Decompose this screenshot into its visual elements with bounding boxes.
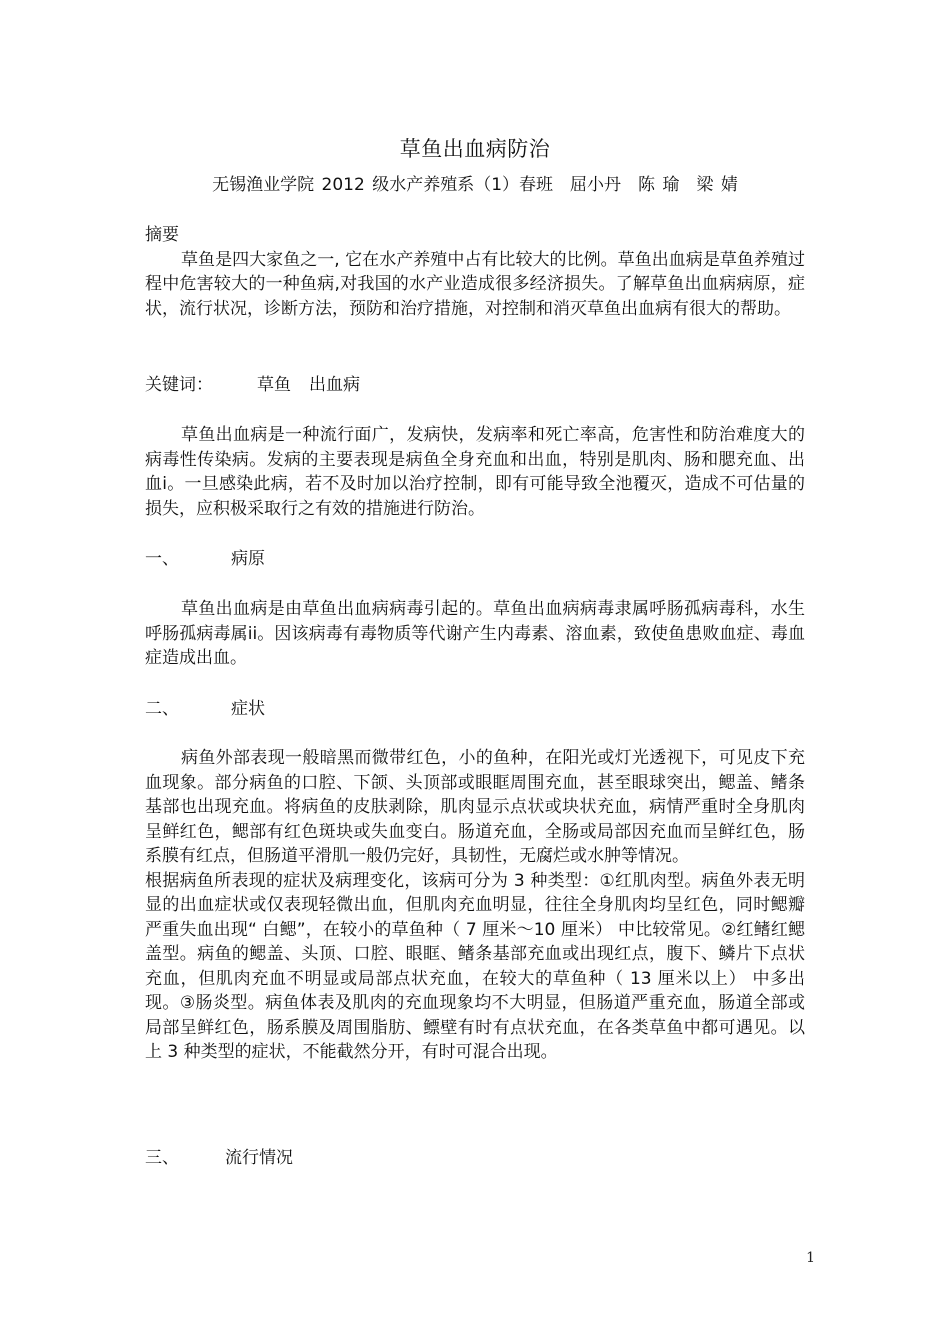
section-number: 二、: [145, 699, 179, 719]
abstract-block: [145, 223, 805, 321]
page-number: 1: [806, 1250, 815, 1266]
abstract-label: 摘要: [145, 225, 179, 245]
section-2-body: [145, 746, 805, 1065]
intro-paragraph: [145, 423, 805, 521]
section-title: 症状: [231, 699, 265, 719]
keyword-item: 草鱼: [257, 375, 291, 395]
author-line: 无锡渔业学院 2012 级水产养殖系（1）春班 屈小丹 陈 瑜 梁 婧: [212, 175, 738, 195]
keywords-line: [145, 373, 805, 398]
section-title: 病原: [231, 549, 265, 569]
section-heading-2: [145, 697, 805, 722]
section-paragraph: 草鱼出血病是由草鱼出血病病毒引起的。草鱼出血病病毒隶属呼肠孤病毒科，水生呼肠孤病毒属ii。因该病毒有毒物质等代谢产生内毒素、溶血素，致使鱼患败血症、毒血症造成出血。: [145, 599, 805, 668]
section-number: 三、: [145, 1148, 179, 1168]
section-heading-3: [145, 1146, 805, 1171]
section-1-body: [145, 597, 805, 671]
section-heading-1: [145, 547, 805, 572]
keywords-label: 关键词：: [145, 375, 213, 395]
section-number: 一、: [145, 549, 179, 569]
section-paragraph: 根据病鱼所表现的症状及病理变化，该病可分为 3 种类型：①红肌肉型。病鱼外表无明显的出血症状或仅表现轻微出血，但肌肉充血明显，往往全身肌肉均呈红色，同时鳃瓣严重失血出现“ 白鳃”，在较小的草鱼种（ 7 厘米～10 厘米） 中比较常见。②红鳍红鳃盖型。病鱼的鳃盖、头顶、口腔、眼眶、鳍条基部充血或出现红点，腹下、鳞片下点状充血，但肌肉充血不明显或局部点状充血，在较大的草鱼种（ 13 厘米以上） 中多出现。③肠炎型。病鱼体表及肌肉的充血现象均不大明显，但肠道严重充血，肠道全部或局部呈鲜红色，肠系膜及周围脂肪、鳔壁有时有点状充血，在各类草鱼中都可遇见。以上 3 种类型的症状，不能截然分开，有时可混合出现。: [145, 870, 805, 1062]
intro-text: 草鱼出血病是一种流行面广，发病快，发病率和死亡率高，危害性和防治难度大的病毒性传染病。发病的主要表现是病鱼全身充血和出血，特别是肌肉、肠和腮充血、出血i。一旦感染此病，若不及时加以治疗控制，即有可能导致全池覆灭，造成不可估量的损失，应积极采取行之有效的措施进行防治。: [145, 425, 805, 519]
keyword-item: 出血病: [309, 375, 360, 395]
document-title: 草鱼出血病防治: [399, 137, 551, 161]
abstract-text: 草鱼是四大家鱼之一, 它在水产养殖中占有比较大的比例。草鱼出血病是草鱼养殖过程中危害较大的一种鱼病,对我国的水产业造成很多经济损失。了解草鱼出血病病原，症状，流行状况，诊断方法，预防和治疗措施，对控制和消灭草鱼出血病有很大的帮助。: [145, 249, 805, 319]
section-title: 流行情况: [225, 1148, 293, 1168]
section-paragraph: 病鱼外部表现一般暗黑而微带红色，小的鱼种，在阳光或灯光透视下，可见皮下充血现象。部分病鱼的口腔、下颌、头顶部或眼眶周围充血，甚至眼球突出，鳃盖、鳍条基部也出现充血。将病鱼的皮肤剥除，肌肉显示点状或块状充血，病情严重时全身肌肉呈鲜红色，鳃部有红色斑块或失血变白。肠道充血，全肠或局部因充血而呈鲜红色，肠系膜有红点，但肠道平滑肌一般仍完好，具韧性，无腐烂或水肿等情况。: [145, 748, 805, 866]
